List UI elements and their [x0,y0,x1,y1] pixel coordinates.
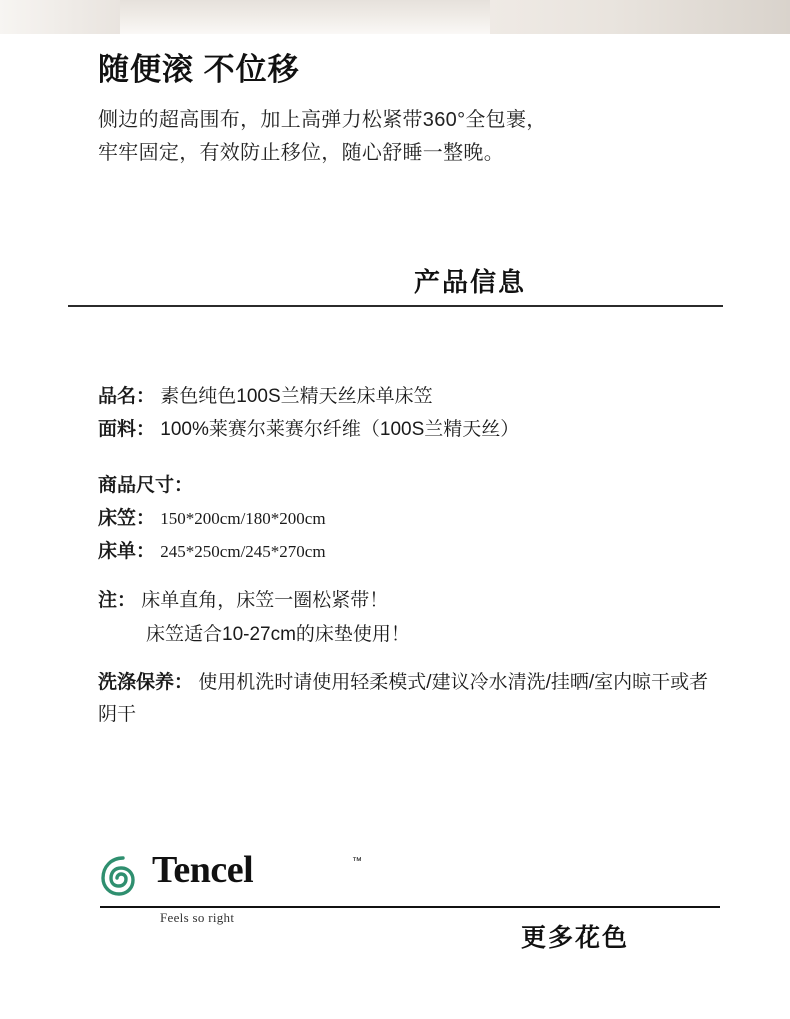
spec-label-note: 注： [98,590,137,612]
tencel-trademark: ™ [352,856,362,867]
spec-value-care: 使用机洗时请使用轻柔模式/建议冷水清洗/挂晒/室内晾干或者阴干 [98,671,709,726]
hero-subline-2: 牢牢固定，有效防止移位，随心舒睡一整晚。 [98,142,504,165]
spec-row-size-heading [98,469,718,502]
spec-label-flat: 床单： [98,541,156,562]
spec-row-flat [98,535,718,568]
spacer-3 [98,651,718,667]
spec-row-note [98,584,718,617]
tencel-logo [100,848,362,934]
hero-subline-1: 侧边的超高围布，加上高弹力松紧带360°全包裹， [98,109,547,132]
spec-row-fitted [98,502,718,535]
spec-label-fabric: 面料： [98,419,156,441]
spec-label-size: 商品尺寸： [98,474,194,496]
spec-row-note-2 [98,618,718,651]
spec-label-name: 品名： [98,386,156,407]
photo-strip-right-shade [490,0,790,34]
product-info-title-text: 产品信息 [413,267,526,297]
spec-value-note: 床单直角，床笠一圈松紧带！ [141,590,389,612]
tencel-spiral-icon [100,854,146,900]
photo-strip [0,0,790,34]
hero-text-block [98,50,718,170]
spacer-2 [98,568,718,584]
spec-label-care: 洗涤保养： [98,671,194,693]
tencel-tagline: Feels so right [160,910,235,925]
spec-value-fitted: 150*200cm/180*200cm [160,508,326,528]
spec-value-flat: 245*250cm/245*270cm [160,542,326,561]
spec-value-name: 素色纯色100S兰精天丝床单床笠 [160,386,433,407]
tencel-wordmark: Tencel [152,849,254,891]
spec-label-fitted: 床笠： [98,507,156,529]
footer-divider [330,906,720,908]
spec-row-name [98,380,718,413]
product-info-title [0,262,790,299]
spec-row-fabric [98,413,718,446]
spec-value-note-2: 床笠适合10-27cm的床垫使用！ [146,623,410,645]
photo-strip-left-shade [0,0,120,34]
more-colors-title: 更多花色 [520,924,629,952]
spec-row-care [98,667,718,732]
spacer-1 [98,447,718,469]
hero-headline: 随便滚 不位移 [98,52,300,87]
spec-value-fabric: 100%莱赛尔莱赛尔纤维（100S兰精天丝） [160,419,520,441]
spec-list [98,380,718,731]
tencel-underline [100,906,330,908]
section-divider [68,305,723,307]
